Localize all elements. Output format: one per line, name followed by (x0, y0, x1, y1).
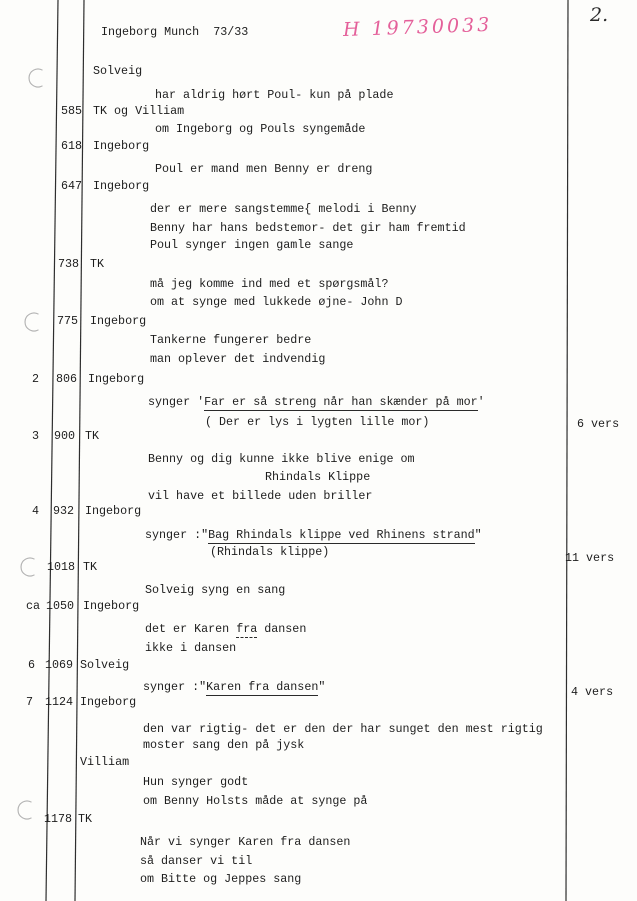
speech-line: har aldrig hørt Poul- kun på plade (155, 88, 394, 102)
verse-count: 6 vers (577, 417, 620, 431)
speech-line: vil have et billede uden briller (148, 489, 373, 503)
speaker-name: Ingeborg (80, 695, 137, 709)
song-title-underlined: Bag Rhindals klippe ved Rhinens strand (208, 528, 475, 542)
tape-counter: 932 (53, 504, 75, 518)
speech-line: Når vi synger Karen fra dansen (140, 835, 351, 849)
speaker-name: Ingeborg (88, 372, 145, 386)
song-prefix: synger :" (145, 528, 209, 542)
speech-line: ikke i dansen (145, 641, 237, 655)
speech-line: om Bitte og Jeppes sang (140, 872, 302, 886)
song-title-underlined: Karen fra dansen (206, 680, 319, 694)
song-prefix: synger :" (143, 680, 207, 694)
song-prefix: synger ' (148, 395, 205, 409)
speech-line: om at synge med lukkede øjne- John D (150, 295, 403, 309)
speech-line: moster sang den på jysk (143, 738, 305, 752)
tape-counter: 806 (56, 372, 78, 386)
tape-counter: 1050 (46, 599, 75, 613)
archive-number-handwritten: H 19730033 (342, 13, 493, 41)
speaker-name: TK (83, 560, 98, 574)
line-prefix: det er Karen (145, 622, 237, 636)
speech-line: Rhindals Klippe (265, 470, 371, 484)
song-title-underlined: Far er så streng når han skænder på mor (204, 395, 478, 409)
speech-line: om Ingeborg og Pouls syngemåde (155, 122, 366, 136)
speech-line (145, 622, 306, 636)
speaker-name: TK og Villiam (93, 104, 185, 118)
tape-counter: 900 (54, 429, 76, 443)
speech-line: Hun synger godt (143, 775, 249, 789)
left-margin-rule-outer (46, 0, 58, 901)
speech-line: om Benny Holsts måde at synge på (143, 794, 368, 808)
speech-line: Poul synger ingen gamle sange (150, 238, 354, 252)
header-title: Ingeborg Munch 73/33 (101, 25, 249, 39)
speaker-name: Villiam (80, 755, 130, 769)
speaker-name: TK (85, 429, 100, 443)
verse-count: 4 vers (571, 685, 614, 699)
song-number-mark: 4 (32, 504, 40, 518)
punch-hole-mark (29, 69, 42, 87)
tape-counter: 647 (61, 179, 83, 193)
tape-counter: 585 (61, 104, 83, 118)
speech-line: Tankerne fungerer bedre (150, 333, 312, 347)
tape-counter: 618 (61, 139, 83, 153)
speaker-name: Solveig (93, 64, 143, 78)
punch-hole-mark (21, 558, 34, 576)
speech-line: der er mere sangstemme{ melodi i Benny (150, 202, 417, 216)
tape-counter: 1124 (45, 695, 74, 709)
speech-line: den var rigtig- det er den der har sunget den mest rigtig (143, 722, 543, 736)
tape-counter: 738 (58, 257, 80, 271)
speech-line: Solveig syng en sang (145, 583, 286, 597)
speaker-name: Ingeborg (85, 504, 142, 518)
tape-counter: 1069 (45, 658, 74, 672)
speech-line: (Rhindals klippe) (210, 545, 330, 559)
speech-line: Benny har hans bedstemor- det gir ham fremtid (150, 221, 466, 235)
speech-line: man oplever det indvendig (150, 352, 326, 366)
speaker-name: Ingeborg (90, 314, 147, 328)
speaker-name: TK (78, 812, 93, 826)
song-number-mark: ca (26, 599, 41, 613)
song-line (148, 395, 485, 409)
punch-hole-mark (25, 313, 38, 331)
tape-counter: 1018 (47, 560, 76, 574)
right-margin-rule (566, 0, 568, 901)
page-number-handwritten: 2. (590, 4, 609, 26)
song-line (143, 680, 325, 694)
speech-line: Poul er mand men Benny er dreng (155, 162, 373, 176)
speaker-name: Ingeborg (93, 139, 150, 153)
song-line (145, 528, 482, 542)
song-number-mark: 7 (26, 695, 34, 709)
song-suffix: ' (477, 395, 485, 409)
song-suffix: " (318, 680, 326, 694)
speech-line: ( Der er lys i lygten lille mor) (205, 415, 430, 429)
song-number-mark: 2 (32, 372, 40, 386)
speaker-name: Ingeborg (83, 599, 140, 613)
speaker-name: Solveig (80, 658, 130, 672)
speech-line: så danser vi til (140, 854, 253, 868)
verse-count: 11 vers (565, 551, 615, 565)
speaker-name: Ingeborg (93, 179, 150, 193)
song-number-mark: 6 (28, 658, 36, 672)
line-suffix: dansen (257, 622, 307, 636)
tape-counter: 775 (57, 314, 79, 328)
song-number-mark: 3 (32, 429, 40, 443)
marked-word: fra (236, 622, 258, 636)
punch-hole-mark (18, 801, 31, 819)
tape-counter: 1178 (44, 812, 73, 826)
speaker-name: TK (90, 257, 105, 271)
speech-line: må jeg komme ind med et spørgsmål? (150, 277, 389, 291)
song-suffix: " (474, 528, 482, 542)
speech-line: Benny og dig kunne ikke blive enige om (148, 452, 415, 466)
